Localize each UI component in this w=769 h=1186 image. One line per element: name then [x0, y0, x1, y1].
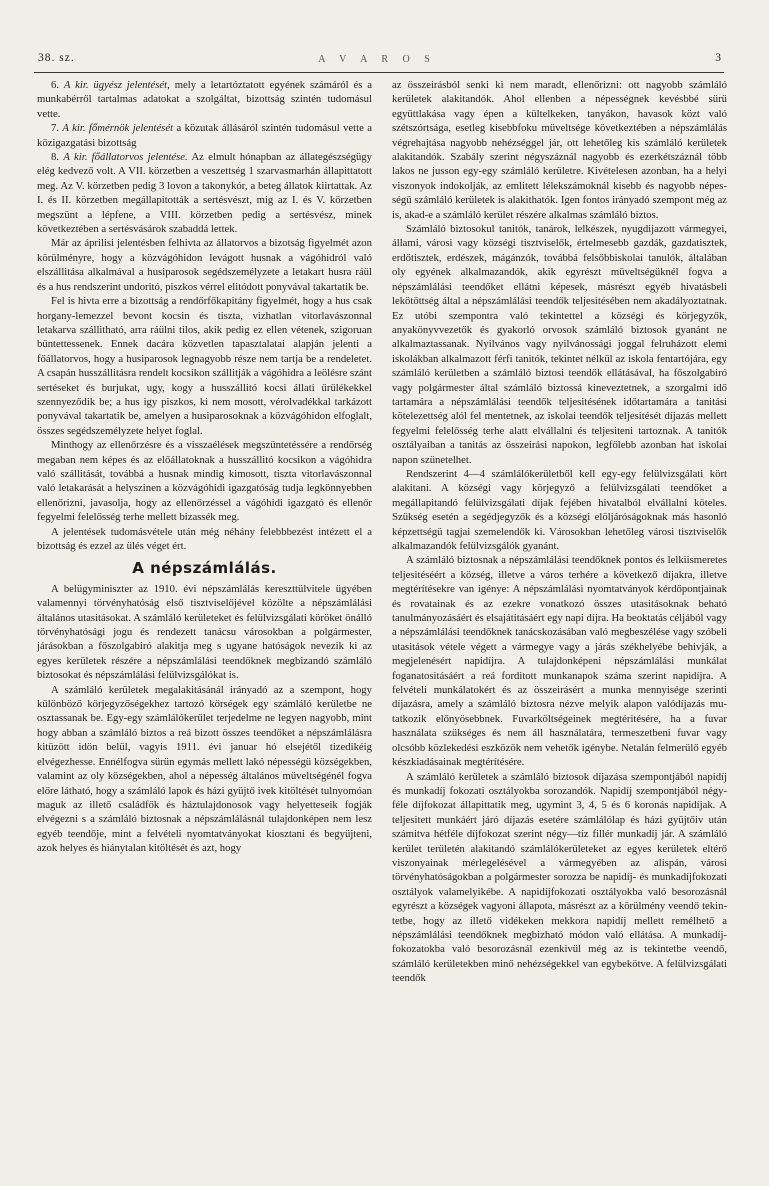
report-item: 7. A kir. főmérnök jelentését a közutak állásáról szintén tudomásul vette a közigazgatási bizottság [37, 122, 372, 149]
page-header [32, 52, 722, 68]
header-rule [34, 72, 724, 73]
right-column [392, 78, 727, 986]
paragraph: A jelentések tudomásvétele után még néhány felebbbezést intézett el a bizottság és ezzel az ülés véget ért. [37, 525, 372, 552]
paragraph: Számláló biztosokul tanitók, tanárok, lelkészek, nyugdijazott vármegyei, állami, városi vagy községi tisztviselők, értelmesebb gazdák, gazdatisztek, erdőtisztek, erdészek, mágánzók, továbbá felsőbbiskolai tanulók, általában oly egyének alkalmazandók, akik egyrészt müveltségüknél fogva a népszámlálási teendőket ellátni képesek, másrészt egyéb hivatásbeli lekötöttség által a népszámlálási teendők teljesitésében nem akadályoztatnak. Ez utóbi szempontra való tekintettel a községi és körjegyzők, anyakönyvvezetők és gyakorló orvosok számláló biztosok gyanánt ne alkalmaztassanak. Nyilvános vagy nyilvánossági joggal felruházott elemi iskolákban alkalmazott férfi tanitók, tekintet nélkül az iskola fentartójára, egy számláló kerületben a számláló biztosi teendők ellátásával, ha főszolgabiró vagy polgármester által számláló biztossá kineveztetnek, a szorgalmi idő tartamára a népszámlálási teendők teljesitésének időtartamára a tanitási kötelezettség alól fel mentetnek, az iskolai teendők teljesitését díjazás mellett fegyelmi felelősség terhe alatt elvállalni és teljesiteni tartoznak. A tanitók osztályaiban a tanitás az összeirási napokon, legfőlebb azonban hat iskolai napon szünetelhet. [392, 223, 727, 466]
paragraph: Fel is hivta erre a bizottság a rendőrfőkapitány figyelmét, hogy a hus csak horgany-lemezzel bevont kocsin és tiszta, vizhatlan vitorlavászonnal letakarva szállitható, arra ráülni tilos, akik pedig ez ellen vétenek, szigoruan büntettessenek. Ennek dacára közvetlen tapasztalatai alapján jelenti a főállatorvos, hogy a husiparosok legnagyobb része nem tartja be a rendeletet. A csapán husszállitásra rendelt kocsikon szállitják a vágóhidra a leölésre szánt sertéseket és burjukat, ugy, kogy a husszállitó kocsi állati ürülékekkel szennyeződik be; a hus igy piszkos, ki nem mosott, vérolvadékkal tarkázott ponyvával takartatik be, amelyen a husiparosoknak a közvágóhidon elfoglalt, összes segédszemélyzete helyet foglal. [37, 295, 372, 437]
left-column [37, 78, 372, 856]
report-item: 6. A kir. ügyész jelentését, mely a letartóztatott egyének számáról és a munkabérről tartalmas adatokat a szolgáltat, bizottság szintén tudomásul vette. [37, 79, 373, 120]
paragraph: Már az áprilisi jelentésben felhivta az állatorvos a bizotság figyelmét azon körülményre, hogy a közvágóhidon levágott husnak a vágóhidról való elszállitása alkalmával a husiparosok segédszemélyzete a letakart husra ráül és a hus rendszerint undoritó, piszkos vérrel elitódott ponyvával takartatik be. [37, 237, 372, 293]
paragraph: A számláló kerületek a számláló biztosok díjazása szempontjából napidíj és munkadíj fokozati osztályokba sorozandók. Napidíj szempontjából négyféle díjfokozat állapittatik meg, ugymint 3, 4, 5 és 6 koronás napidíjak. A teljesitett munkáért járó díjazás esetére számlálólap és házi gyüjtőiv után számitva hétféle díjfokozat szerint négy—tíz fillér munkadíj jár. A számláló kerület területén alakitandó számlálókerületeket az egyes kerületek eltérő viszonyainak mérlegelésével a vármegyében az alispán, városi törvényhatóságokban a polgármester sorozza be napidíj- és munkadíjfokozati osztályok valamelyikébe. A napidíjfokozati osztályokba való besorozásnál egyrészt a községek vagyoni állapota, másrészt az a körülmény veendő tekintetbe, hogy az illető vidékeken mekkora napidíj mellett remélhető a népszámlálási teendőknek megbizható módon való ellátása. A munkadíj-fokozatokba való besorozásnál ezenkivül még az is tekintetbe veendő, számláló kerületekben minő nehézségekkel van egybekötve. A felülvizsgálati teendők [392, 770, 727, 985]
page-number-right: 3 [715, 52, 722, 64]
paragraph: A számláló biztosnak a népszámlálási teendőknek pontos és lelkiismeretes teljesitéséért a község, illetve a város terhére a következő díjakra, illetve megtérítésekre van igénye: A népszámlálási nyomtatványok kérdőpontjainak és rovatainak és az ezekre vonatkozó összes utasitásoknak beható tanulmányozásáért és elsajátitásáért egy napi díjra. Ha beoktatás céljából vagy a népszámlálási teendőknek tanácskozásában való megbeszélése vagy szóbeli utasitások vétele végett a vármegye vagy a járás székhelyébe behivják, a megjelenésért napidíjra. A tulajdonképeni népszámlálási munkálat foganatositásáért a reá forditott munkanapok száma szerint napidíjra. A felvételi munkálatokért és az összeirásért a munka mennyisége szerinti díjazásra, amely a számláló biztosra nézve melyik alapon valódíjazás mutatkozik előnyösebbnek. Fuvarköltségeinek megtéritésére, ha a fuvar használata szükséges és nem áll használatára, termeszetbeni fuvar vagy olcsóbb közlekedési eszközök nem vehetők igénybe. Netalán felmerülő egyéb készkiadásainak megtérítésére. [392, 554, 727, 769]
paragraph: Rendszerint 4—4 számlálókerületből kell egy-egy felülvizsgálati kört alakitani. A községi vagy körjegyző a felülvizsgálati teendőket a megállapitandó felülvizsgálati díjak fejében hivatalból elvállalni köteles. Szükség esetén a segédjegyzők és a községi elöljáróságoknak más hasonló képzettségü tagjai szemelendők ki. Városokban lehetőleg városi tisztviselők alkalmazandók felülvizsgálók gyanánt. [392, 467, 727, 552]
paragraph: A számláló kerületek megalakitásánál irányadó az a szempont, hogy különböző körjegyzőségekhez tartozó körségek egy számláló kerületbe ne osztassanak be. Egy-egy számlálókerület terjedelme ne legyen nagyobb, mint hogy abban a számláló biztos a reá bizott összes teendőket a népszámlálásra kitüzött idön belül, vagyis 1911. évi januar hó elsejétől tizedikéig elvégezhesse. Ennélfogva sürün egymás mellett lakó népességü községekben, valamint az oly községekben, ahol a népesség általános müveltségénél fogva előre látható, hogy a számláló lapok és házi gyüjtő ivek kitöltését tulnyomóan maguk az illető családfők és háztulajdonosok vagy helyetteseik fogják elvégezni s a számláló biztosnak a népszámlálásnál tulajdonképen nem lesz egyéb teendője, mint a felvételi nyomtatványokat kiosztani és begyüjteni, azok helyes és hiánytalan kitöltését és azt, hogy [37, 683, 372, 855]
paragraph: A belügyminiszter az 1910. évi népszámlálás kereszttülvitele ügyében valamennyi törvényhatóság első tisztviselőjével közölte a népszámlálási általános utasitásokat. A számláló kerületeket és felülvizsgálati köröket önálló törvényhatósági jogu és rendezett tanácsu városokban a polgármester, járásokban a főszolgabiró alakitja meg s ugyane hatóságok nevezik ki az egyes kerületek részére a népszámlálási teendőknek megbizandó számláló biztosokat és népszámlálási felülvizsgálókat is. [37, 582, 372, 682]
paragraph: Minthogy az ellenőrzésre és a visszaélések megszüntetéssére a rendőrség megaban nem képes és az előállatoknak a husszállitó kocsikon a vágóhidra való szállitását, továbbá a husnak mindig kimosott, tiszta vitorlavászonnal való letakarását a helyszinen a közvágóhidi igazgatóság tudja legkönnyebben ellenőrizni, javasolja, hogy az ellenőrzéssel a vágóhidi igazgató és ellenőr fegyelmi felelősség terhe mellett bizassék meg. [37, 439, 372, 524]
page-number-left: 38. sz. [38, 52, 75, 64]
report-item: 8. A kir. főállatorvos jelentése. Az elmult hónapban az állategészségügy elég kedvező volt. A VII. körzetben a veszettség 1 szarvasmarhán állapittatott meg. Az V. körzetben pedig 3 lovon a takonykór, a beteg állatok kiirtattak. Az I. és II. körzetben megállapitották a sertésvészt, mig az I. és V. körzetben megszünt a lépfene, a VIII. körzetben pedig a sertésvész, minek következtében a sertésvásárok szabaddá lettek. [37, 151, 372, 236]
paragraph: az összeirásból senki ki nem maradt, ellenőrizni: ott nagyobb számláló kerületek alakitandók. Ahol ellenben a népességnek kevésbbé sürü együttlakása vagy épen a kültelkeken, tanyákon, havasok közt való szétszórtsága, esetleg kisebbfoku müveltsége következtében a népszámlálás végrehajtása nagyobb nehézséggel jár, ott lehetőleg kis számláló kerületek alakitandók. Szabály szerint négyszáznál nagyobb és ezerkétszáznál több lakos ne jusson egy-egy számláló kerületre. Kivételesen azonban, ha a helyi viszonyok indokolják, az emlitett lélekszámoknál kisebb és nagyobb népességü számláló kerületek is alakithatók. Igen fontos irányadó szempont még az is, akad-e a számláló kerület részére alkalmas számláló biztos. [392, 79, 727, 221]
section-title: A népszámlálás. [132, 559, 277, 578]
newspaper-title: A V A R O S [318, 54, 436, 65]
